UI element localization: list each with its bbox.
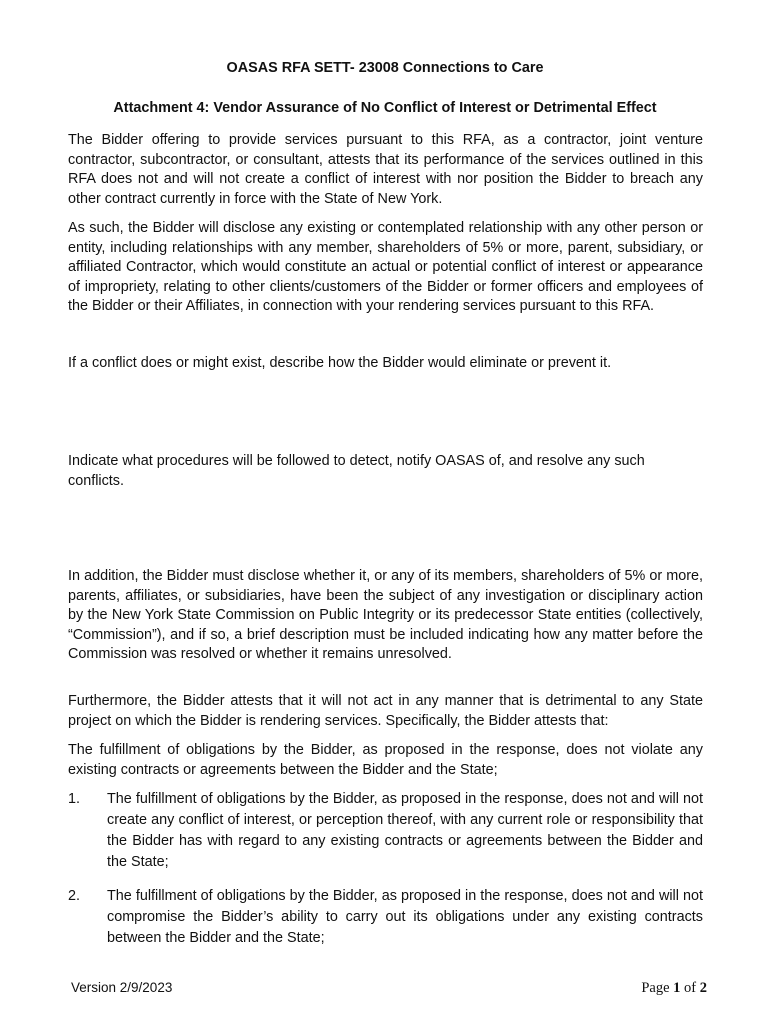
prompt-eliminate-conflict: If a conflict does or might exist, describe how the Bidder would eliminate or prevent it. bbox=[68, 355, 612, 371]
list-item-number: 2. bbox=[68, 888, 81, 904]
page-current: 1 bbox=[673, 980, 681, 996]
version-label: Version 2/9/2023 bbox=[71, 980, 173, 995]
page-total: 2 bbox=[699, 980, 707, 996]
paragraph-detrimental-attestation: Furthermore, the Bidder attests that it will not act in any manner that is detrimental to any State project on which the Bidder is rendering services. Specifically, the Bidder attests that: bbox=[68, 693, 703, 729]
paragraph-no-violation: The fulfillment of obligations by the Bidder, as proposed in the response, does not violate any existing contracts or agreements between the Bidder and the State; bbox=[68, 742, 703, 778]
list-item-text: The fulfillment of obligations by the Bidder, as proposed in the response, does not and will not create any conflict of interest, or perception thereof, with any current role or responsibility that the Bidder has with regard to any existing contracts or agreements between the Bidder and the State; bbox=[107, 791, 703, 870]
page-prefix: Page bbox=[641, 980, 674, 996]
document-title: OASAS RFA SETT- 23008 Connections to Care bbox=[226, 60, 544, 76]
page-of: of bbox=[680, 980, 700, 996]
paragraph-conflict-attestation: The Bidder offering to provide services pursuant to this RFA, as a contractor, joint venture contractor, subcontractor, or consultant, attests that its performance of the services outlined in this RFA does not and will not create a conflict of interest with nor position the Bidder to breach any other contract currently in force with the State of New York. bbox=[68, 132, 703, 207]
page-number bbox=[560, 979, 707, 997]
attachment-title: Attachment 4: Vendor Assurance of No Conflict of Interest or Detrimental Effect bbox=[113, 100, 657, 116]
prompt-procedures: Indicate what procedures will be followed to detect, notify OASAS of, and resolve any such conflicts. bbox=[68, 453, 645, 489]
paragraph-commission-disclosure: In addition, the Bidder must disclose whether it, or any of its members, shareholders of 5% or more, parents, affiliates, or subsidiaries, have been the subject of any investigation or disciplinary action by the New York State Commission on Public Integrity or its predecessor State entities (collectively, “Commission”), and if so, a brief description must be included indicating how any matter before the Commission was resolved or whether it remains unresolved. bbox=[68, 568, 703, 663]
paragraph-disclosure: As such, the Bidder will disclose any existing or contemplated relationship with any other person or entity, including relationships with any member, shareholders of 5% or more, parent, subsidiary, or affiliated Contractor, which would constitute an actual or potential conflict of interest or appearance of impropriety, relating to other clients/customers of the Bidder or former officers and employees of the Bidder or their Affiliates, in connection with your rendering services pursuant to this RFA. bbox=[68, 220, 703, 315]
list-item-text: The fulfillment of obligations by the Bidder, as proposed in the response, does not and will not compromise the Bidder’s ability to carry out its obligations under any existing contracts between the Bidder and the State; bbox=[107, 888, 703, 946]
list-item-number: 1. bbox=[68, 791, 81, 807]
